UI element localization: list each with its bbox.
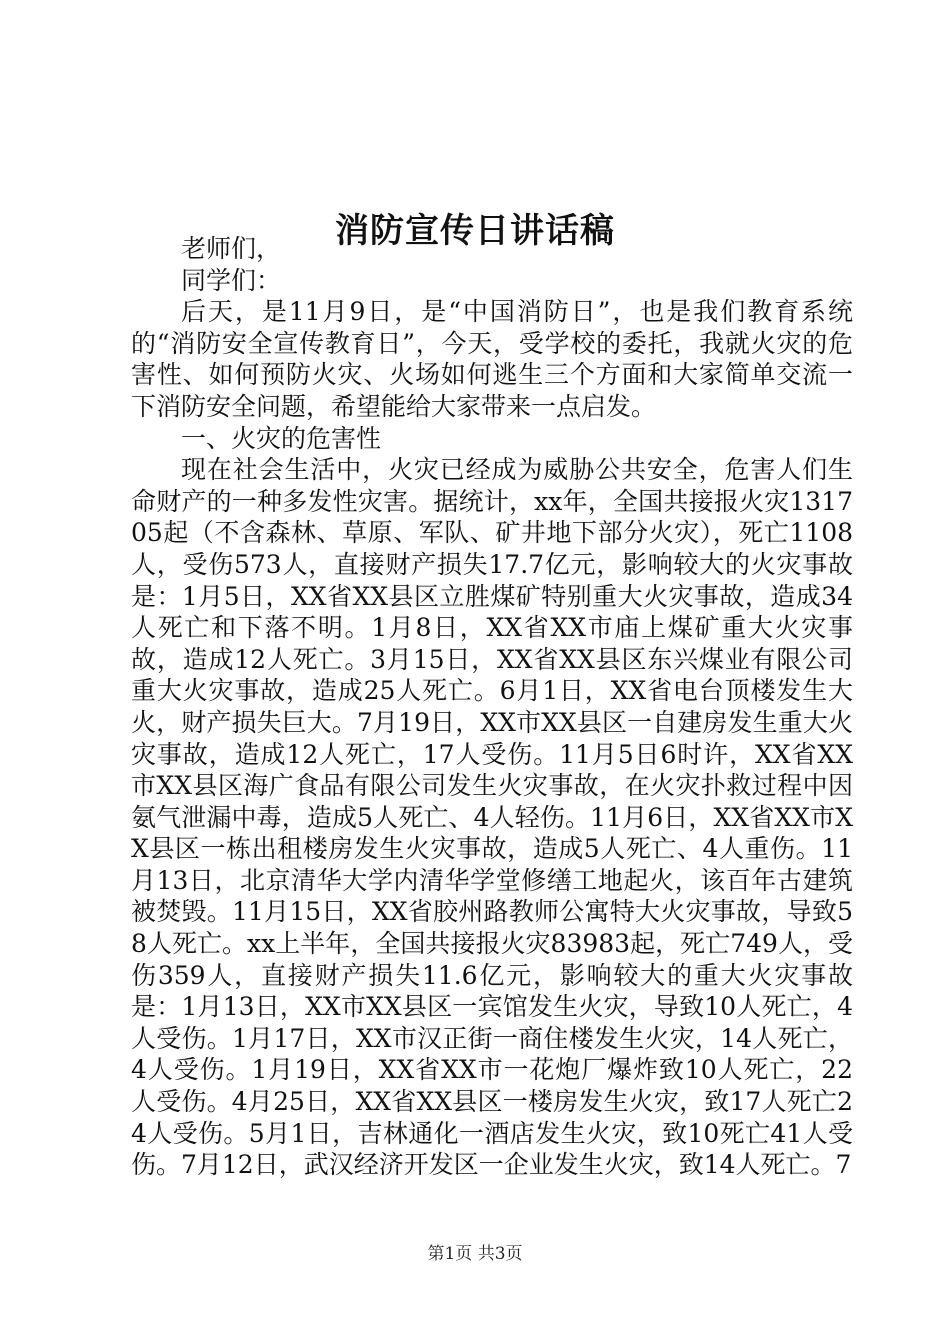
- salutation-students: 同学们：: [181, 265, 282, 295]
- document-body: [131, 233, 853, 1181]
- page-number-footer: 第1页 共3页: [427, 1244, 523, 1264]
- section-heading: 一、火灾的危害性: [181, 423, 382, 453]
- document-title: 消防宣传日讲话稿: [335, 210, 615, 251]
- intro-paragraph: 后天，是11月9日，是“中国消防日”，也是我们教育系统的“消防安全宣传教育日”，今天，受学校的委托，我就火灾的危害性、如何预防火灾、火场如何逃生三个方面和大家简单交流一下消防安全问题，希望能给大家带来一点启发。: [131, 297, 853, 421]
- salutation-teachers: 老师们，: [181, 234, 282, 263]
- statistics-paragraph: 现在社会生活中，火灾已经成为威胁公共安全，危害人们生命财产的一种多发性灾害。据统计，xx年，全国共接报火灾131705起（不含森林、草原、军队、矿井地下部分火灾），死亡1108人，受伤573人，直接财产损失17.7亿元，影响较大的火灾事故是：1月5日，XX省XX县区立胜煤矿特别重大火灾事故，造成34人死亡和下落不明。1月8日，XX省XX市庙上煤矿重大火灾事故，造成12人死亡。3月15日，XX省XX县区东兴煤业有限公司重大火灾事故，造成25人死亡。6月1日，XX省电台顶楼发生大火，财产损失巨大。7月19日，XX市XX县区一自建房发生重大火灾事故，造成12人死亡，17人受伤。11月5日6时许，XX省XX市XX县区海广食品有限公司发生火灾事故，在火灾扑救过程中因氨气泄漏中毒，造成5人死亡、4人轻伤。11月6日，XX省XX市XX县区一栋出租楼房发生火灾事故，造成5人死亡、4人重伤。11月13日，北京清华大学内清华学堂修缮工地起火，该百年古建筑被焚毁。11月15日，XX省胶州路教师公寓特大火灾事故，导致58人死亡。xx上半年，全国共接报火灾83983起，死亡749人，受伤359人，直接财产损失11.6亿元，影响较大的重大火灾事故是：1月13日，XX市XX县区一宾馆发生火灾，导致10人死亡，4人受伤。1月17日，XX市汉正街一商住楼发生火灾，14人死亡，4人受伤。1月19日，XX省XX市一花炮厂爆炸致10人死亡，22人受伤。4月25日，XX省XX县区一楼房发生火灾，致17人死亡24人受伤。5月1日，吉林通化一酒店发生火灾，致10死亡41人受伤。7月12日，武汉经济开发区一企业发生火灾，致14人死亡。7: [131, 455, 853, 1180]
